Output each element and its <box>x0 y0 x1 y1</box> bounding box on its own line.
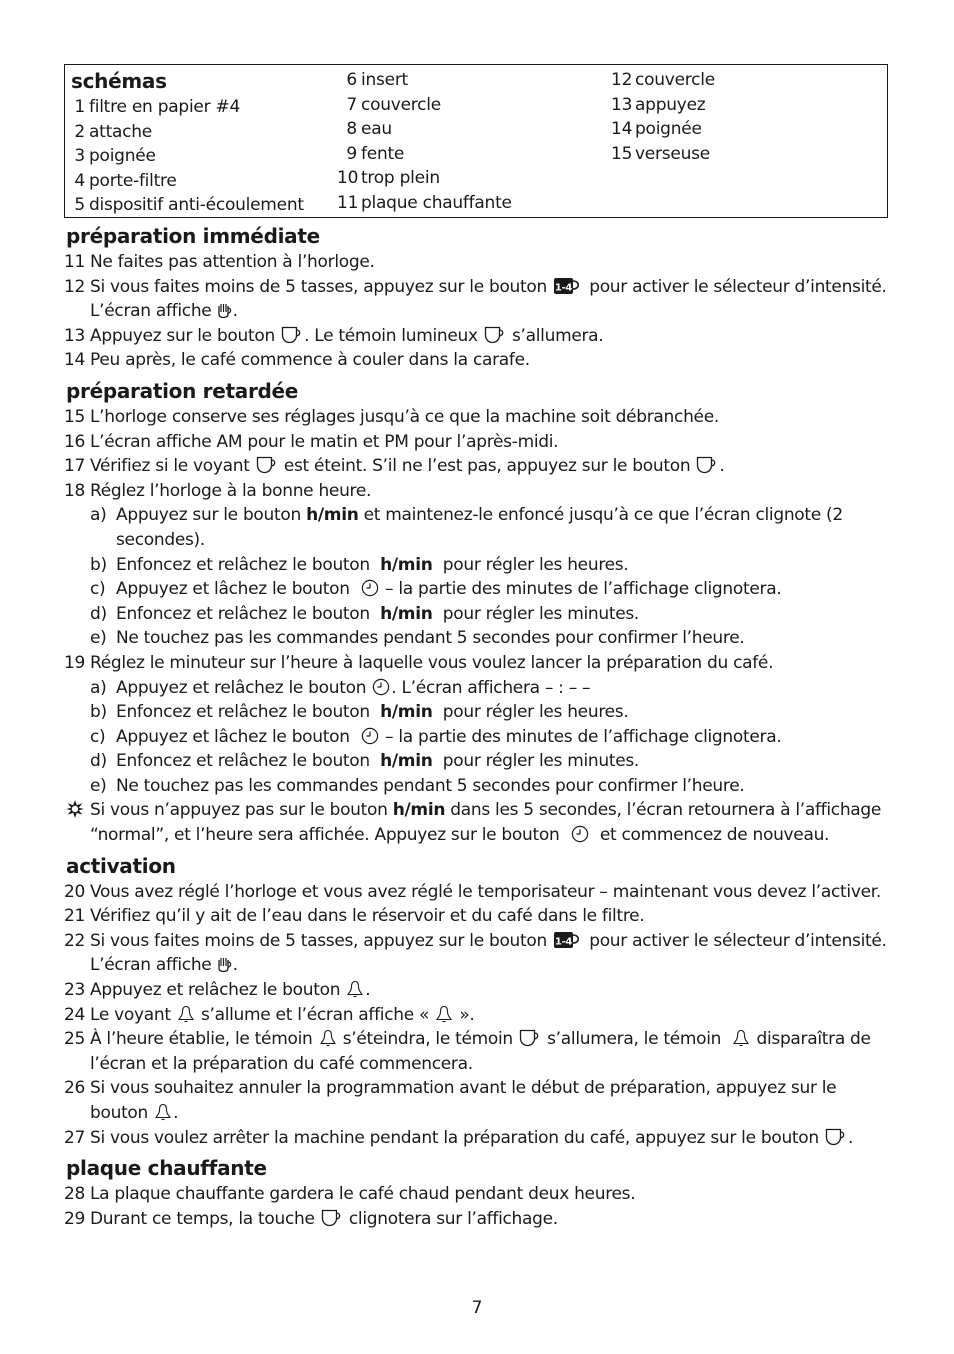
step-text-part: . <box>232 301 238 322</box>
substep-text: Ne touchez pas les commandes pendant 5 secondes pour confirmer l’heure. <box>116 628 745 649</box>
step-text-part: Enfoncez et relâchez le bouton <box>116 702 370 723</box>
part-label: insert <box>361 70 408 90</box>
strength-selector-icon <box>553 277 583 295</box>
step-text-part: . Le témoin lumineux <box>304 325 478 346</box>
step-19 <box>64 651 894 676</box>
substep-letter: d) <box>90 751 107 772</box>
hmin-button-label: h/min <box>380 702 433 723</box>
substep-letter: c) <box>90 726 106 747</box>
step-number: 18 <box>64 480 86 501</box>
step-text-part: Appuyez et relâchez le bouton <box>116 677 367 698</box>
cup-icon <box>256 456 278 474</box>
cup-icon <box>696 456 718 474</box>
step-text-part: Enfoncez et relâchez le bouton <box>116 554 370 575</box>
substep-18c <box>90 577 894 602</box>
substep-letter: c) <box>90 579 106 600</box>
substep-letter: e) <box>90 775 107 796</box>
step-text <box>90 1003 894 1028</box>
substep-text <box>116 725 894 750</box>
step-25 <box>64 1027 894 1076</box>
step-text-part: Si vous souhaitez annuler la programmation avant le début de préparation, appuyez sur le bouton <box>90 1078 837 1123</box>
step-text-part: pour régler les minutes. <box>442 751 640 772</box>
step-text-part: Appuyez sur le bouton <box>116 505 301 526</box>
step-text: Peu après, le café commence à couler dans la carafe. <box>90 350 530 371</box>
step-number: 19 <box>64 652 86 673</box>
part-number: 8 <box>346 119 357 140</box>
step-text: Réglez le minuteur sur l’heure à laquelle vous voulez lancer la préparation du café. <box>90 652 774 673</box>
step-text-part: . <box>173 1103 179 1123</box>
step-text <box>90 978 894 1003</box>
part-number: 13 <box>611 94 633 115</box>
schema-part <box>337 191 512 216</box>
step-text-part: pour régler les minutes. <box>442 603 640 624</box>
step-text-part: . <box>719 456 725 477</box>
clock-icon <box>361 727 379 745</box>
step-12 <box>64 275 894 324</box>
substep-18e <box>90 626 894 651</box>
schema-part <box>65 95 304 120</box>
part-number: 1 <box>74 97 85 117</box>
step-number: 26 <box>64 1078 86 1099</box>
cup-icon <box>281 326 303 344</box>
step-text-part: . <box>847 1127 854 1148</box>
substep-letter: d) <box>90 603 107 624</box>
part-label: filtre en papier #4 <box>89 97 241 117</box>
part-number: 12 <box>611 70 633 90</box>
step-text <box>90 1076 894 1125</box>
step-17 <box>64 454 894 479</box>
mug-icon <box>218 957 232 973</box>
substep-18a <box>90 503 894 552</box>
substep-letter: a) <box>90 505 107 526</box>
step-text-part: À l’heure établie, le témoin <box>90 1029 313 1050</box>
part-number: 9 <box>346 143 357 164</box>
step-24 <box>64 1003 894 1028</box>
part-label: attache <box>89 121 152 142</box>
step-text-part: disparaîtra de l’écran et la préparation du café commencera. <box>90 1029 871 1074</box>
step-text-part: s’éteindra, le témoin <box>342 1029 513 1050</box>
step-text-part: s’allumera, le témoin <box>547 1029 722 1050</box>
page-number: 7 <box>471 1298 483 1318</box>
substep-19b <box>90 700 894 725</box>
step-text-part: – la partie des minutes de l’affichage clignotera. <box>385 726 782 747</box>
substep-19d <box>90 749 894 774</box>
step-text-part: dans les 5 secondes, l’écran retournera à l’affichage “normal”, et l’heure sera affichée. Appuyez sur le bouton <box>90 800 882 846</box>
step-text-part: Si vous n’appuyez pas sur le bouton <box>90 800 388 821</box>
part-label: couvercle <box>361 94 441 115</box>
part-label: fente <box>361 143 405 164</box>
part-number: 2 <box>74 121 85 142</box>
clock-icon <box>361 579 379 597</box>
step-text: L’écran affiche AM pour le matin et PM pour l’après-midi. <box>90 431 559 452</box>
step-text-part: . <box>365 980 371 1001</box>
part-label: couvercle <box>635 70 715 90</box>
step-number: 17 <box>64 456 86 477</box>
step-22 <box>64 929 894 978</box>
step-15 <box>64 405 894 430</box>
tip-marker <box>64 798 90 847</box>
step-number: 15 <box>64 406 86 427</box>
tip-text <box>90 798 894 847</box>
substep-18b <box>90 553 894 578</box>
section-title-hotplate: plaque chauffante <box>66 1156 267 1181</box>
part-label: porte-filtre <box>89 170 177 191</box>
step-27 <box>64 1126 894 1151</box>
schema-part <box>65 120 304 145</box>
schema-part <box>65 169 304 194</box>
step-text <box>90 1126 894 1151</box>
bell-icon <box>732 1029 750 1047</box>
schemas-column-1 <box>65 95 304 218</box>
substep-text <box>116 553 894 578</box>
step-text-part: s’allume et l’écran affiche « <box>200 1004 430 1025</box>
schema-part <box>337 117 512 142</box>
step-text <box>90 324 894 349</box>
part-number: 7 <box>346 94 357 115</box>
step-text: Ne faites pas attention à l’horloge. <box>90 252 375 272</box>
step-text-part: pour régler les heures. <box>442 702 629 723</box>
tip-icon <box>65 799 85 819</box>
step-number: 20 <box>64 881 86 902</box>
step-text <box>90 929 894 978</box>
schema-part <box>65 144 304 169</box>
schemas-box <box>64 64 888 218</box>
step-16 <box>64 430 894 455</box>
substep-text <box>116 700 894 725</box>
schema-part <box>611 93 715 118</box>
schema-part <box>611 142 715 167</box>
step-number: 25 <box>64 1029 86 1050</box>
hmin-button-label: h/min <box>380 554 433 575</box>
part-label: poignée <box>89 146 156 167</box>
step-26 <box>64 1076 894 1125</box>
mug-icon <box>218 303 232 319</box>
step-text-part: Si vous faites moins de 5 tasses, appuyez sur le bouton <box>90 276 547 297</box>
step-text-part: pour activer le sélecteur d’intensité. L’écran affiche <box>90 276 887 322</box>
section-title-immediate: préparation immédiate <box>66 224 320 248</box>
instructions <box>64 222 894 1231</box>
bell-icon <box>346 980 364 998</box>
section-title-activation: activation <box>66 853 176 878</box>
substep-letter: a) <box>90 677 107 698</box>
step-number: 27 <box>64 1127 86 1148</box>
part-number: 4 <box>74 170 85 191</box>
step-number: 23 <box>64 980 86 1001</box>
schema-part <box>65 193 304 218</box>
step-text-part: Si vous faites moins de 5 tasses, appuyez sur le bouton <box>90 930 547 951</box>
step-21 <box>64 904 894 929</box>
step-text-part: pour régler les heures. <box>442 554 629 575</box>
part-number: 6 <box>346 70 357 90</box>
section-title-delayed: préparation retardée <box>66 378 299 403</box>
substep-19e <box>90 774 894 799</box>
step-text-part: Appuyez et relâchez le bouton <box>90 980 341 1001</box>
step-text-part: . L’écran affichera – : – – <box>391 677 591 698</box>
step-text-part: Enfoncez et relâchez le bouton <box>116 751 370 772</box>
step-text <box>90 1027 894 1076</box>
step-28 <box>64 1182 894 1207</box>
schemas-title: schémas <box>71 69 167 93</box>
step-text: Vous avez réglé l’horloge et vous avez réglé le temporisateur – maintenant vous devez l’activer. <box>90 881 881 902</box>
step-23 <box>64 978 894 1003</box>
part-label: verseuse <box>635 143 710 164</box>
schema-part <box>337 68 512 93</box>
strength-selector-icon <box>553 931 583 949</box>
step-text-part: Appuyez et lâchez le bouton <box>116 579 350 600</box>
step-text-part: Appuyez sur le bouton <box>90 325 275 346</box>
part-number: 15 <box>611 143 633 164</box>
step-text-part: Durant ce temps, la touche <box>90 1208 315 1229</box>
step-text <box>90 1207 894 1232</box>
substep-text: Ne touchez pas les commandes pendant 5 secondes pour confirmer l’heure. <box>116 775 745 796</box>
step-18 <box>64 479 894 504</box>
step-text-part: ». <box>459 1004 475 1025</box>
schemas-column-3 <box>611 68 715 166</box>
part-label: trop plein <box>361 168 440 189</box>
step-20 <box>64 880 894 905</box>
step-11 <box>64 250 894 275</box>
part-label: eau <box>361 119 392 140</box>
step-text-part: clignotera sur l’affichage. <box>348 1208 558 1229</box>
step-14 <box>64 348 894 373</box>
step-text-part: s’allumera. <box>511 325 604 346</box>
step-13 <box>64 324 894 349</box>
schemas-column-2 <box>337 68 512 216</box>
schema-part <box>337 142 512 167</box>
step-number: 28 <box>64 1184 86 1205</box>
step-text <box>90 275 894 324</box>
substep-text <box>116 577 894 602</box>
step-text-part: pour activer le sélecteur d’intensité. L’écran affiche <box>90 930 887 976</box>
step-29 <box>64 1207 894 1232</box>
step-text-part: et commencez de nouveau. <box>599 825 830 846</box>
step-text-part: Enfoncez et relâchez le bouton <box>116 603 370 624</box>
part-label: dispositif anti-écoulement <box>89 195 304 216</box>
clock-icon <box>571 825 589 843</box>
substep-text <box>116 676 894 701</box>
step-number: 24 <box>64 1004 86 1025</box>
step-text-part: Appuyez et lâchez le bouton <box>116 726 350 747</box>
part-number: 11 <box>337 192 359 213</box>
hmin-button-label: h/min <box>306 505 359 526</box>
schema-part <box>611 117 715 142</box>
bell-icon <box>177 1005 195 1023</box>
substep-text <box>116 503 894 552</box>
part-number: 10 <box>337 168 359 189</box>
part-label: poignée <box>635 119 702 140</box>
substep-letter: b) <box>90 554 107 575</box>
substep-text <box>116 602 894 627</box>
step-text <box>90 454 894 479</box>
clock-icon <box>372 678 390 696</box>
schema-part <box>611 68 715 93</box>
step-number: 21 <box>64 906 86 927</box>
cup-icon <box>321 1209 343 1227</box>
tip-note <box>64 798 894 847</box>
step-number: 22 <box>64 930 86 951</box>
step-text-part: et maintenez-le enfoncé jusqu’à ce que l’écran clignote (2 secondes). <box>116 505 843 550</box>
part-label: plaque chauffante <box>361 192 512 213</box>
bell-icon <box>154 1103 172 1121</box>
schema-part <box>337 93 512 118</box>
step-text: La plaque chauffante gardera le café chaud pendant deux heures. <box>90 1184 636 1205</box>
part-number: 5 <box>74 195 85 216</box>
bell-icon <box>319 1029 337 1047</box>
substep-letter: b) <box>90 702 107 723</box>
step-text-part: Le voyant <box>90 1004 171 1025</box>
cup-icon <box>519 1029 541 1047</box>
substep-19a <box>90 676 894 701</box>
part-label: appuyez <box>635 94 706 115</box>
step-text: L’horloge conserve ses réglages jusqu’à ce que la machine soit débranchée. <box>90 406 719 427</box>
step-number: 14 <box>64 350 86 371</box>
substep-text <box>116 749 894 774</box>
step-text-part: est éteint. S’il ne l’est pas, appuyez sur le bouton <box>283 456 691 477</box>
step-text-part: . <box>232 955 238 976</box>
substep-letter: e) <box>90 628 107 649</box>
step-text-part: – la partie des minutes de l’affichage clignotera. <box>385 579 782 600</box>
part-number: 14 <box>611 119 633 140</box>
step-number: 11 <box>64 252 86 272</box>
cup-icon <box>825 1128 847 1146</box>
hmin-button-label: h/min <box>380 603 433 624</box>
substep-19c <box>90 725 894 750</box>
schema-part <box>337 166 512 191</box>
hmin-button-label: h/min <box>392 800 446 821</box>
substep-18d <box>90 602 894 627</box>
step-number: 16 <box>64 431 86 452</box>
cup-icon <box>484 326 506 344</box>
step-text-part: Si vous voulez arrêter la machine pendant la préparation du café, appuyez sur le bouton <box>90 1127 819 1148</box>
step-text-part: Vérifiez si le voyant <box>90 456 250 477</box>
bell-icon <box>435 1005 453 1023</box>
step-number: 29 <box>64 1208 86 1229</box>
hmin-button-label: h/min <box>380 751 433 772</box>
step-number: 12 <box>64 276 86 297</box>
step-text: Réglez l’horloge à la bonne heure. <box>90 480 372 501</box>
part-number: 3 <box>74 146 85 167</box>
step-number: 13 <box>64 325 86 346</box>
step-text: Vérifiez qu’il y ait de l’eau dans le réservoir et du café dans le filtre. <box>90 906 645 927</box>
